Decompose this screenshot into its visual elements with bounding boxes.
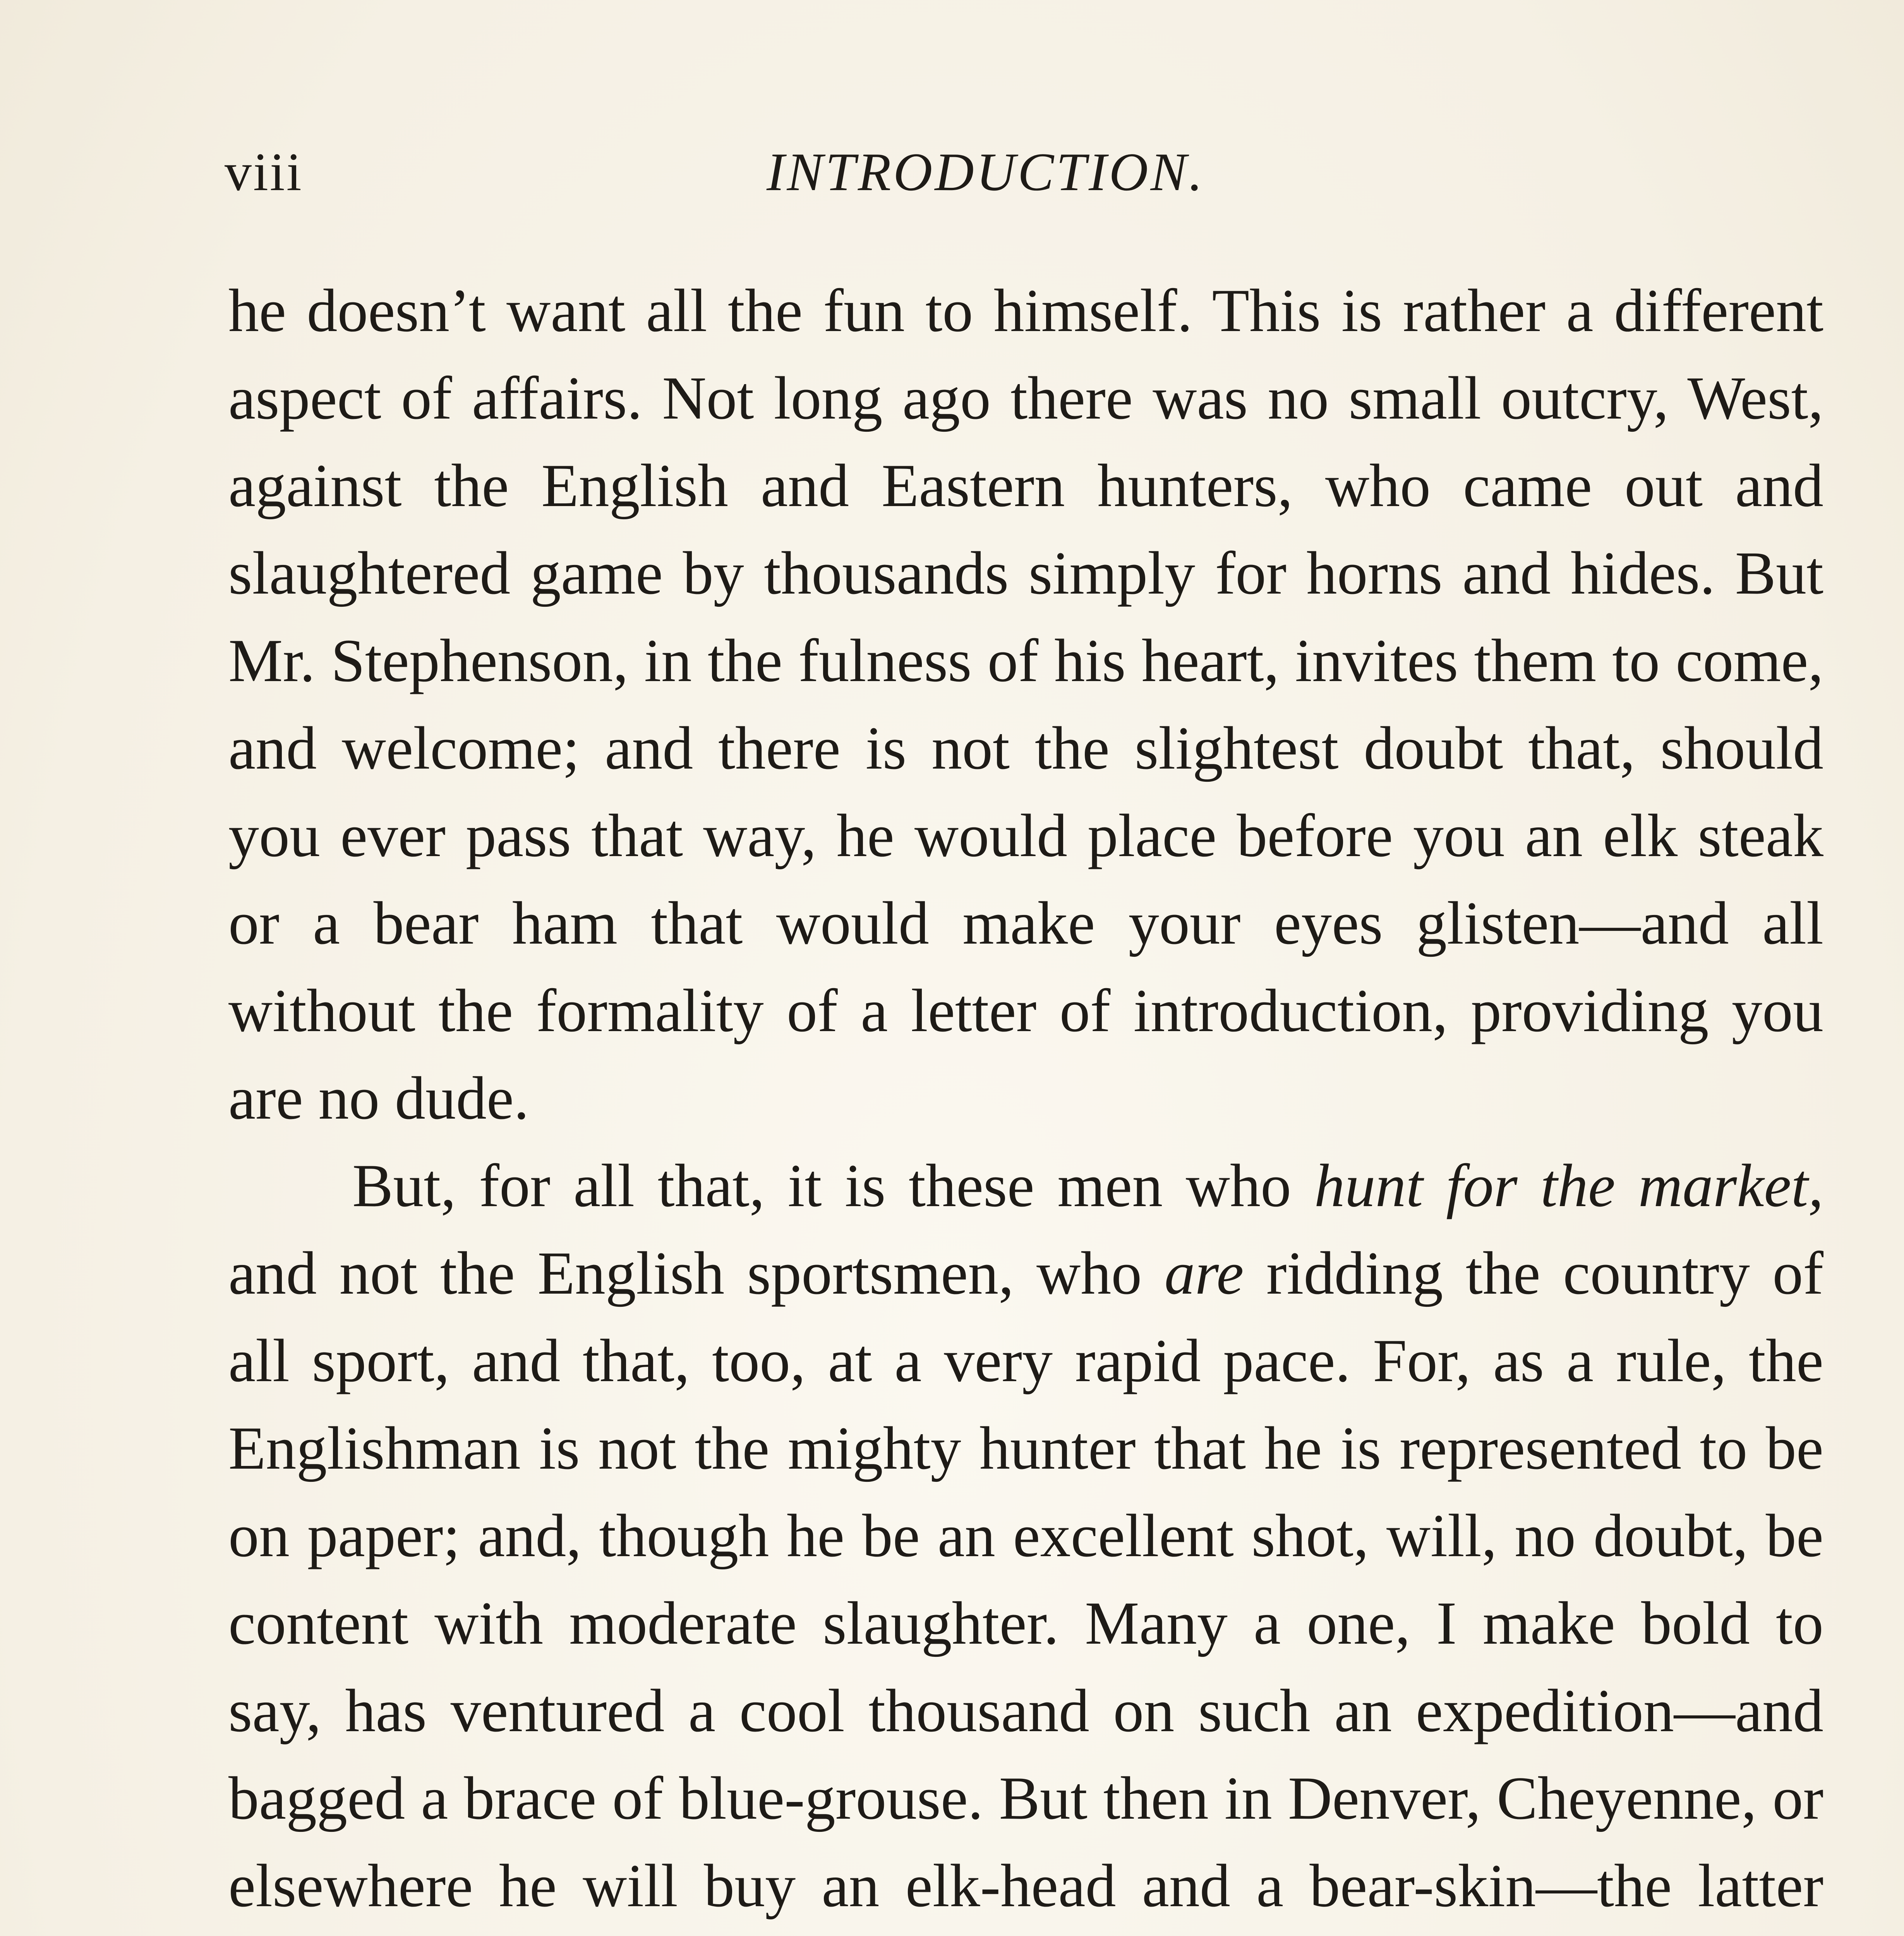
page-number: viii [225, 142, 303, 202]
running-title: INTRODUCTION. [767, 142, 1205, 202]
paragraph [228, 267, 1823, 1142]
text-run: he doesn’t want all the fun to himself. This is rather a different aspect of affairs. Not long ago there was no small outcry, West, against the English and Eastern hunters, who came out and slaughtered game by thousands simply for horns and hides. But Mr. Stephenson, in the fulness of his heart, invites them to come, and welcome; and there is not the slightest doubt that, should you ever pass that way, he would place before you an elk steak or a bear ham that would make your eyes glisten—and all without the formality of a letter of introduction, providing you are no dude. [228, 277, 1823, 1132]
body-text [228, 267, 1823, 1936]
text-run: But, for all that, it is these men who [352, 1152, 1314, 1220]
text-run: ridding the country of all sport, and that, too, at a very rapid pace. For, as a rule, the Englishman is not the mighty hunter that he is represented to be on paper; and, though he be an excellent shot, will, no doubt, be content with moderate slaughter. Many a one, I make bold to say, has ventured a cool thousand on such an expedition—and bagged a brace of blue-grouse. But then in Denver, Cheyenne, or elsewhere he will buy an elk-head and a bear-skin—the latter [228, 1239, 1823, 1920]
text-run: and not the English sportsmen, who [228, 1239, 1165, 1307]
italic-run: are [1164, 1239, 1244, 1307]
running-head [225, 139, 1804, 205]
italic-run: hunt for the market, [1314, 1152, 1823, 1220]
paragraph [228, 1142, 1823, 1936]
